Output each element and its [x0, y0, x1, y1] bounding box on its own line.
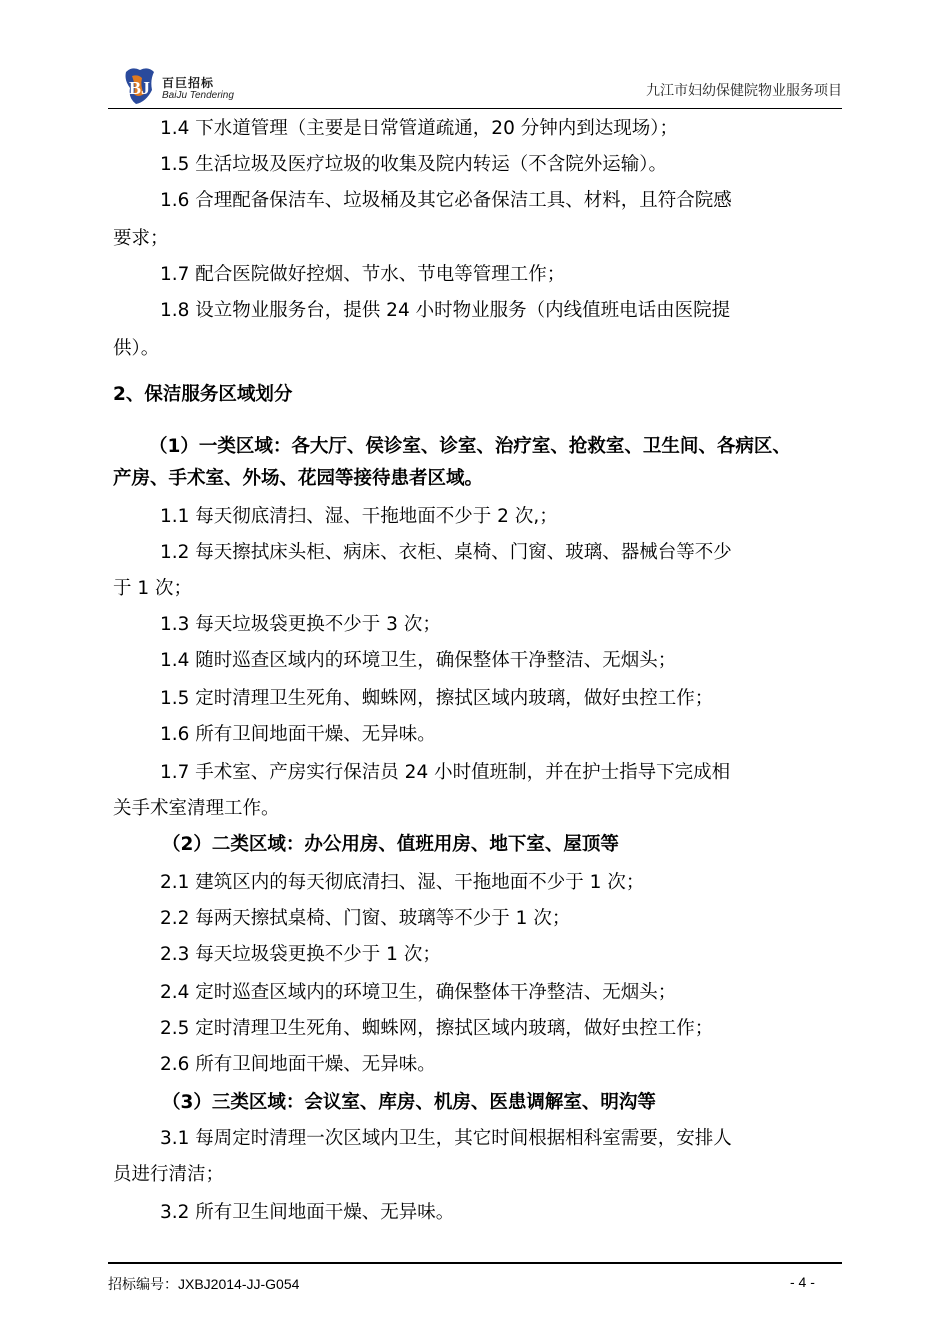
section-heading: 2、保洁服务区域划分 — [113, 384, 293, 405]
logo-mark-icon — [122, 64, 158, 106]
body-line: 关手术室清理工作。 — [113, 798, 280, 819]
body-line: 2.1 建筑区内的每天彻底清扫、湿、干拖地面不少于 1 次； — [160, 872, 645, 893]
body-line: 1.1 每天彻底清扫、湿、干拖地面不少于 2 次,； — [160, 506, 558, 527]
body-line: 要求； — [113, 228, 169, 249]
logo — [122, 64, 262, 106]
body-line: 2.3 每天垃圾袋更换不少于 1 次； — [160, 944, 441, 965]
body-line: 于 1 次； — [113, 578, 193, 599]
body-line: 员进行清洁； — [113, 1164, 225, 1185]
page-number: - 4 - — [790, 1274, 815, 1290]
body-line: 2.4 定时巡查区域内的环境卫生，确保整体干净整洁、无烟头； — [160, 982, 677, 1003]
body-line: 3.1 每周定时清理一次区域内卫生，其它时间根据相科室需要，安排人 — [160, 1128, 732, 1149]
subsection-heading-cont: 产房、手术室、外场、花园等接待患者区域。 — [113, 468, 484, 489]
body-line: 1.5 定时清理卫生死角、蜘蛛网，擦拭区域内玻璃，做好虫控工作； — [160, 688, 714, 709]
logo-name: 百巨招标 — [162, 76, 215, 90]
subsection-heading: （3）三类区域：会议室、库房、机房、医患调解室、明沟等 — [162, 1092, 656, 1113]
body-line: 1.4 下水道管理（主要是日常管道疏通，20 分钟内到达现场）； — [160, 118, 678, 139]
body-line: 2.2 每两天擦拭桌椅、门窗、玻璃等不少于 1 次； — [160, 908, 571, 929]
body-line: 2.6 所有卫间地面干燥、无异味。 — [160, 1054, 436, 1075]
body-line: 1.7 配合医院做好控烟、节水、节电等管理工作； — [160, 264, 566, 285]
header-divider — [108, 108, 842, 109]
logo-letters: BJ — [129, 78, 151, 98]
subsection-heading: （2）二类区域：办公用房、值班用房、地下室、屋顶等 — [162, 834, 619, 855]
body-line: 1.4 随时巡查区域内的环境卫生，确保整体干净整洁、无烟头； — [160, 650, 677, 671]
page-header — [108, 58, 848, 110]
body-line: 1.5 生活垃圾及医疗垃圾的收集及院内转运（不含院外运输）。 — [160, 154, 668, 175]
body-line: 1.6 合理配备保洁车、垃圾桶及其它必备保洁工具、材料，且符合院感 — [160, 190, 732, 211]
body-line: 1.8 设立物业服务台，提供 24 小时物业服务（内线值班电话由医院提 — [160, 300, 731, 321]
project-title: 九江市妇幼保健院物业服务项目 — [646, 83, 842, 99]
body-line: 1.3 每天垃圾袋更换不少于 3 次； — [160, 614, 441, 635]
body-line: 2.5 定时清理卫生死角、蜘蛛网，擦拭区域内玻璃，做好虫控工作； — [160, 1018, 714, 1039]
body-line: 1.2 每天擦拭床头柜、病床、衣柜、桌椅、门窗、玻璃、器械台等不少 — [160, 542, 732, 563]
body-line: 1.7 手术室、产房实行保洁员 24 小时值班制，并在护士指导下完成相 — [160, 762, 731, 783]
body-line: 1.6 所有卫间地面干燥、无异味。 — [160, 724, 436, 745]
logo-subtitle: BaiJu Tendering — [162, 90, 234, 101]
tender-code: 招标编号：JXBJ2014-JJ-G054 — [108, 1276, 300, 1292]
body-line: 供）。 — [113, 338, 160, 359]
body-line: 3.2 所有卫生间地面干燥、无异味。 — [160, 1202, 455, 1223]
subsection-heading: （1）一类区域：各大厅、侯诊室、诊室、治疗室、抢救室、卫生间、各病区、 — [149, 436, 791, 457]
footer-divider — [108, 1262, 842, 1264]
